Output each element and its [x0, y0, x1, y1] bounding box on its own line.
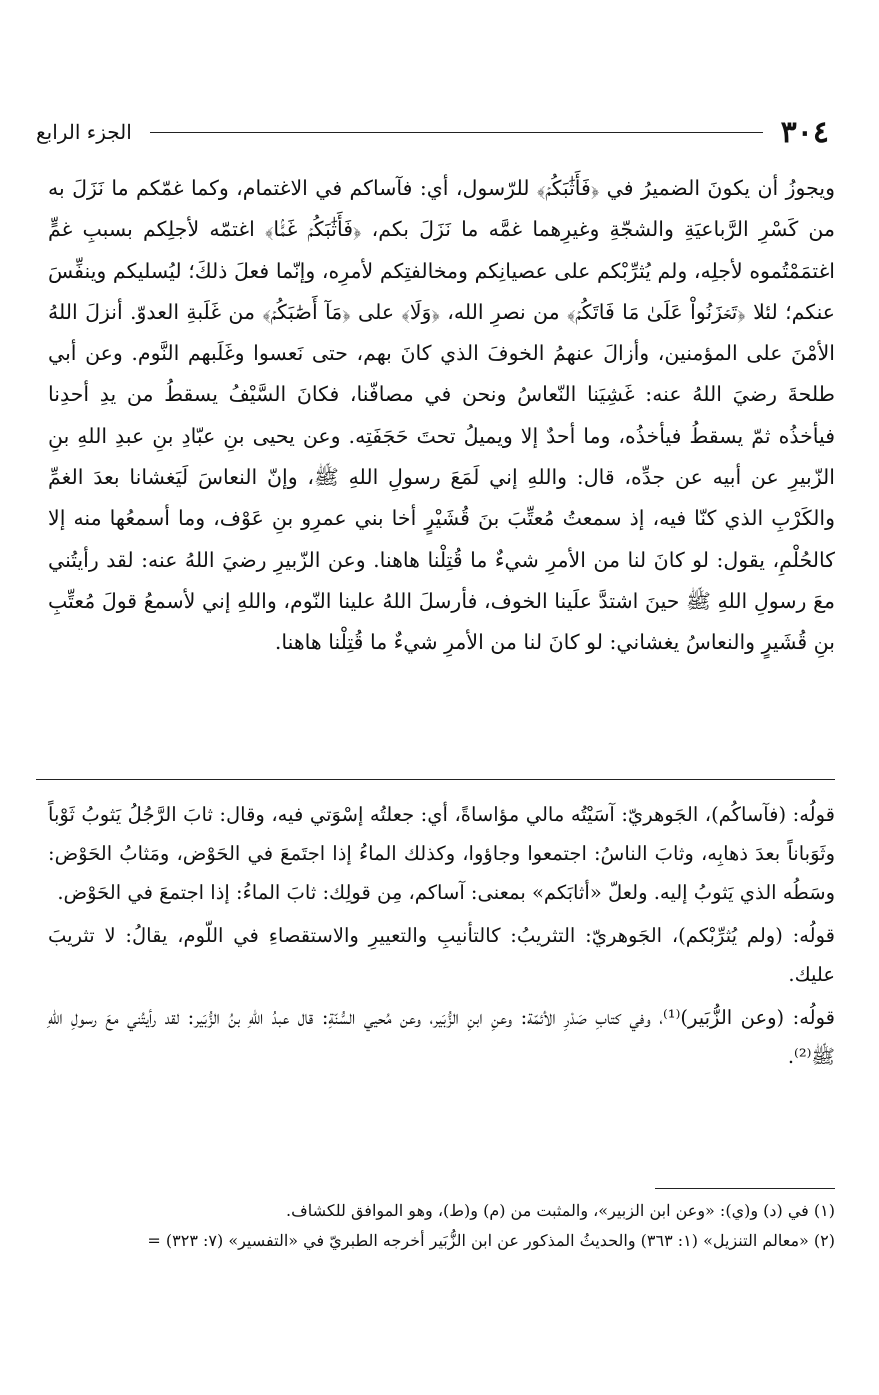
main-divider: [36, 779, 835, 780]
footnote-2: (٢) «معالم التنزيل» (١: ٣٦٣) والحديثُ المذكور عن ابن الزُّبَير أخرجه الطبريّ في «التفسير» (٧: ٣٢٣) =: [147, 1231, 835, 1250]
commentary-section: [48, 795, 835, 1080]
commentary-paragraph: قولُه: (فآساكُم)، الجَوهريّ: آسَيْتُه مالي مؤاساةً، أي: جعلتُه إسْوَتي فيه، وقال: ثابَ الرَّجُلُ يَثوبُ ثَوْباً وثَوَباناً بعدَ ذهابِه، وثابَ الناسُ: اجتمعوا وجاؤوا، وكذلك الماءُ إذا اجتَمعَ في الحَوْض، ومَثابُ الحَوْض: وسَطُه الذي يَثوبُ إليه. ولعلّ «أثابَكم» بمعنى: آساكم، مِن قولِك: ثابَ الماءُ: إذا اجتمعَ في الحَوْض.: [48, 803, 835, 904]
main-text: [48, 168, 835, 664]
header-rule: [150, 132, 763, 133]
footnote-divider: [655, 1188, 835, 1189]
main-paragraph: ويجوزُ أن يكونَ الضميرُ في ﴿فَأَثَٰبَكُمۡ﴾ للرّسول، أي: فآساكم في الاغتمام، وكما غمّكم ما نَزَلَ به من كَسْرِ الرَّباعيَةِ والشجّةِ وغيرِهما غمَّه ما نَزَلَ بكم، ﴿فَأَثَٰبَكُمۡ غَمَّۢا﴾ اغتمّه لأجلِكم بسببِ غمٍّ اغتمَمْتُموه لأجلِه، ولم يُثرِّبْكم على عصيانِكم ومخالفتِكم لأمرِه، وإنّما فعلَ ذلكَ؛ ليُسليكم وينفِّسَ عنكم؛ لئلا ﴿تَحۡزَنُواْ عَلَىٰ مَا فَاتَكُمۡ﴾ من نصرِ الله، ﴿وَلَا﴾ على ﴿مَآ أَصَٰبَكُمۡ﴾ من غَلَبةِ العدوّ. أنزلَ اللهُ الأمْنَ على المؤمنين، وأزالَ عنهمُ الخوفَ الذي كانَ بهم، حتى نَعسوا وغَلَبهم النَّوم. وعن أبي طلحةَ رضيَ اللهُ عنه: غَشِيَنا النّعاسُ ونحن في مصافّنا، فكانَ السَّيْفُ يسقطُ من يدِ أحدِنا فيأخذُه ثمّ يسقطُ فيأخذُه، وما أحدٌ إلا ويميلُ تحتَ حَجَفَتِه. وعن يحيى بنِ عبّادِ بنِ عبدِ اللهِ بنِ الزّبيرِ عن أبيه عن جدِّه، قال: واللهِ إني لَمَعَ رسولِ اللهِ ﷺ، وإنّ النعاسَ لَيَغشانا بعدَ الغمِّ والكَرْبِ الذي كنّا فيه، إذ سمعتُ مُعتِّبَ بنَ قُشَيْرٍ أخا بني عمرِو بنِ عَوْف، وما أسمعُها منه إلا كالحُلْمِ، يقول: لو كانَ لنا من الأمرِ شيءٌ ما قُتِلْنا هاهنا. وعن الزّبيرِ رضيَ اللهُ عنه: لقد رأيتُني معَ رسولِ اللهِ ﷺ حينَ اشتدَّ علَينا الخوف، فأرسلَ اللهُ علينا النّوم، واللهِ إني لأسمعُ قولَ مُعتِّبِ بنِ قُشَيرٍ والنعاسُ يغشاني: لو كانَ لنا من الأمرِ شيءٌ ما قُتِلْنا هاهنا.: [48, 176, 835, 655]
page-header: [36, 110, 829, 154]
footnote-1: (١) في (د) و(ي): «وعن ابن الزبير»، والمثبت من (م) و(ط)، وهو الموافق للكشاف.: [286, 1201, 835, 1220]
part-title: الجزء الرابع: [36, 120, 132, 144]
commentary-paragraph: قولُه: (وعن الزُّبَير)⁽¹⁾، وفي كتابِ صَدْرِ الأئمّة: وعنِ ابنِ الزُّبَير، وعن مُحيي السُّنّةِ: قال عبدُ اللهِ بنُ الزُّبَير: لقد رأيتُني معَ رسولِ اللهِ ﷺ⁽²⁾.: [48, 1006, 835, 1068]
commentary-paragraph: قولُه: (ولم يُثرِّبْكم)، الجَوهريّ: التثريبُ: كالتأنيبِ والتعييرِ والاستقصاءِ في اللّوم، يقالُ: لا تثريبَ عليك.: [48, 924, 835, 986]
page-number: ٣٠٤: [780, 114, 829, 150]
footnotes: [48, 1196, 835, 1256]
